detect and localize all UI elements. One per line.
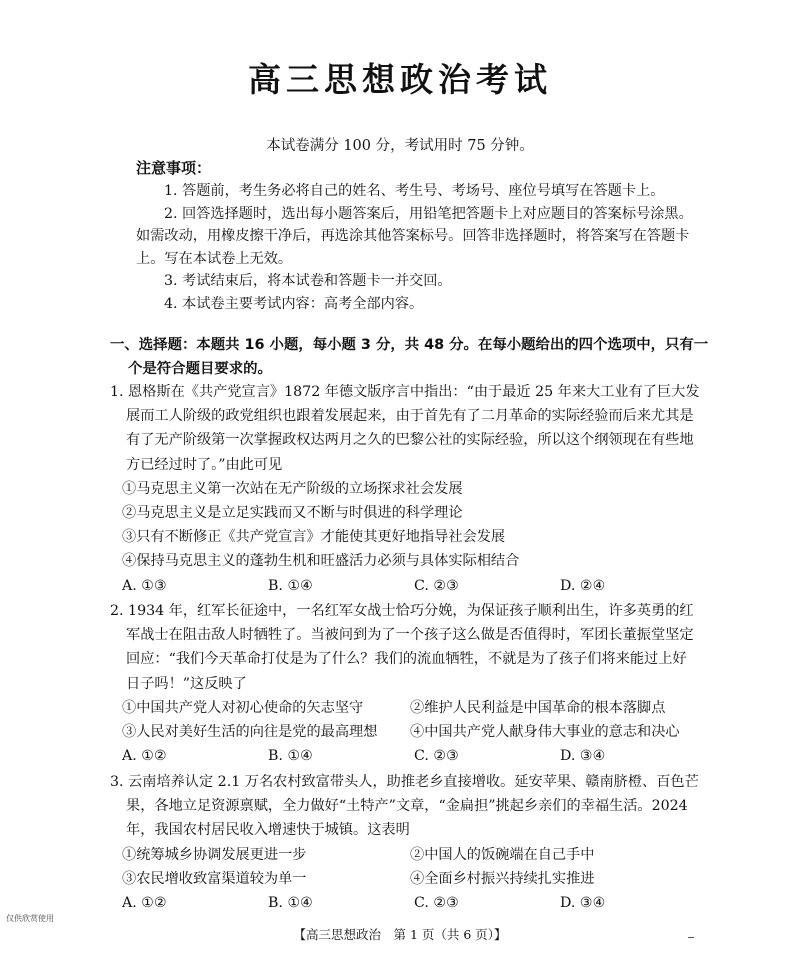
statement: ③农民增收致富渠道较为单一 [122, 870, 307, 887]
notice-list [136, 180, 696, 316]
watermark: 仅供欣赏使用 [6, 914, 54, 923]
option-a: A. ①② [122, 895, 167, 912]
statement-list [122, 696, 700, 744]
question-stem: 3. 云南培养认定 2.1 万名农村致富带头人，助推老乡直接增收。延安苹果、赣南脐橙、百色芒果，各地立足资源禀赋，全力做好“土特产”文章，“金扁担”挑起乡亲们的幸福生活。2024 年，我国农村居民收入增速快于城镇。这表明 [110, 774, 699, 839]
option-d: D. ②④ [560, 577, 606, 594]
option-d: D. ③④ [560, 895, 606, 912]
option-c: C. ②③ [414, 748, 459, 765]
exam-title: 高三思想政治考试 [248, 60, 552, 99]
statement-list [122, 843, 700, 891]
corner-mark [688, 937, 694, 938]
notice-item: 2. 回答选择题时，选出每小题答案后，用铅笔把答题卡上对应题目的答案标号涂黑。如需改动，用橡皮擦干净后，再选涂其他答案标号。回答非选择题时，将答案写在答题卡上。写在本试卷上无效。 [136, 205, 693, 267]
statement: ①统筹城乡协调发展更进一步 [122, 846, 307, 863]
option-row [122, 574, 700, 598]
option-b: B. ①④ [268, 895, 313, 912]
option-c: C. ②③ [414, 895, 459, 912]
statement: ①马克思主义第一次站在无产阶级的立场探求社会发展 [122, 480, 463, 497]
statement: ②马克思主义是立足实践而又不断与时俱进的科学理论 [122, 505, 463, 522]
statement: ④保持马克思主义的蓬勃生机和旺盛活力必须与具体实际相结合 [122, 553, 520, 570]
exam-subtitle: 本试卷满分 100 分，考试用时 75 分钟。 [266, 138, 534, 154]
statement: ④中国共产党人献身伟大事业的意志和决心 [410, 724, 680, 741]
question-stem: 1. 恩格斯在《共产党宣言》1872 年德文版序言中指出：“由于最近 25 年来大工业有了巨大发展而工人阶级的政党组织也跟着发展起来，由于首先有了二月革命的实际经验而后来尤其是有了无产阶级第一次掌握政权达两月之久的巴黎公社的实际经验，所以这个纲领现在有些地方已经过时了。”由此可见 [110, 384, 700, 473]
statement: ①中国共产党人对初心使命的矢志坚守 [122, 699, 364, 716]
question-stem: 2. 1934 年，红军长征途中，一名红军女战士恰巧分娩，为保证孩子顺利出生，许多英勇的红军战士在阻击敌人时牺牲了。当被问到为了一个孩子这么做是否值得时，军团长董振堂坚定回应：“我们今天革命打仗是为了什么？我们的流血牺牲，不就是为了孩子们将来能过上好日子吗！”这反映了 [110, 603, 694, 692]
notice-item: 3. 考试结束后，将本试卷和答题卡一并交回。 [164, 273, 452, 290]
statement: ②中国人的饭碗端在自己手中 [410, 846, 595, 863]
page-footer: 【高三思想政治 第 1 页（共 6 页）】 [293, 927, 507, 942]
notice-item: 4. 本试卷主要考试内容：高考全部内容。 [164, 295, 424, 312]
statement: ③人民对美好生活的向往是党的最高理想 [122, 724, 378, 741]
question-2 [110, 599, 700, 768]
statement: ③只有不断修正《共产党宣言》才能使其更好地指导社会发展 [122, 529, 506, 546]
question-1 [110, 380, 700, 598]
option-d: D. ③④ [560, 748, 606, 765]
notice-item: 1. 答题前，考生务必将自己的姓名、考生号、考场号、座位号填写在答题卡上。 [164, 183, 665, 199]
notice-heading: 注意事项： [136, 159, 212, 177]
option-row [122, 891, 700, 915]
option-row [122, 744, 700, 768]
statement-list [122, 477, 700, 574]
option-a: A. ①② [122, 748, 167, 765]
option-b: B. ①④ [268, 748, 313, 765]
option-b: B. ①④ [268, 577, 313, 594]
statement: ②维护人民利益是中国革命的根本落脚点 [410, 699, 666, 716]
option-a: A. ①③ [122, 577, 167, 594]
statement: ④全面乡村振兴持续扎实推进 [410, 870, 595, 887]
section-heading: 一、选择题：本题共 16 小题，每小题 3 分，共 48 分。在每小题给出的四个选项中，只有一个是符合题目要求的。 [110, 337, 709, 377]
question-3 [110, 770, 700, 915]
option-c: C. ②③ [414, 577, 459, 594]
